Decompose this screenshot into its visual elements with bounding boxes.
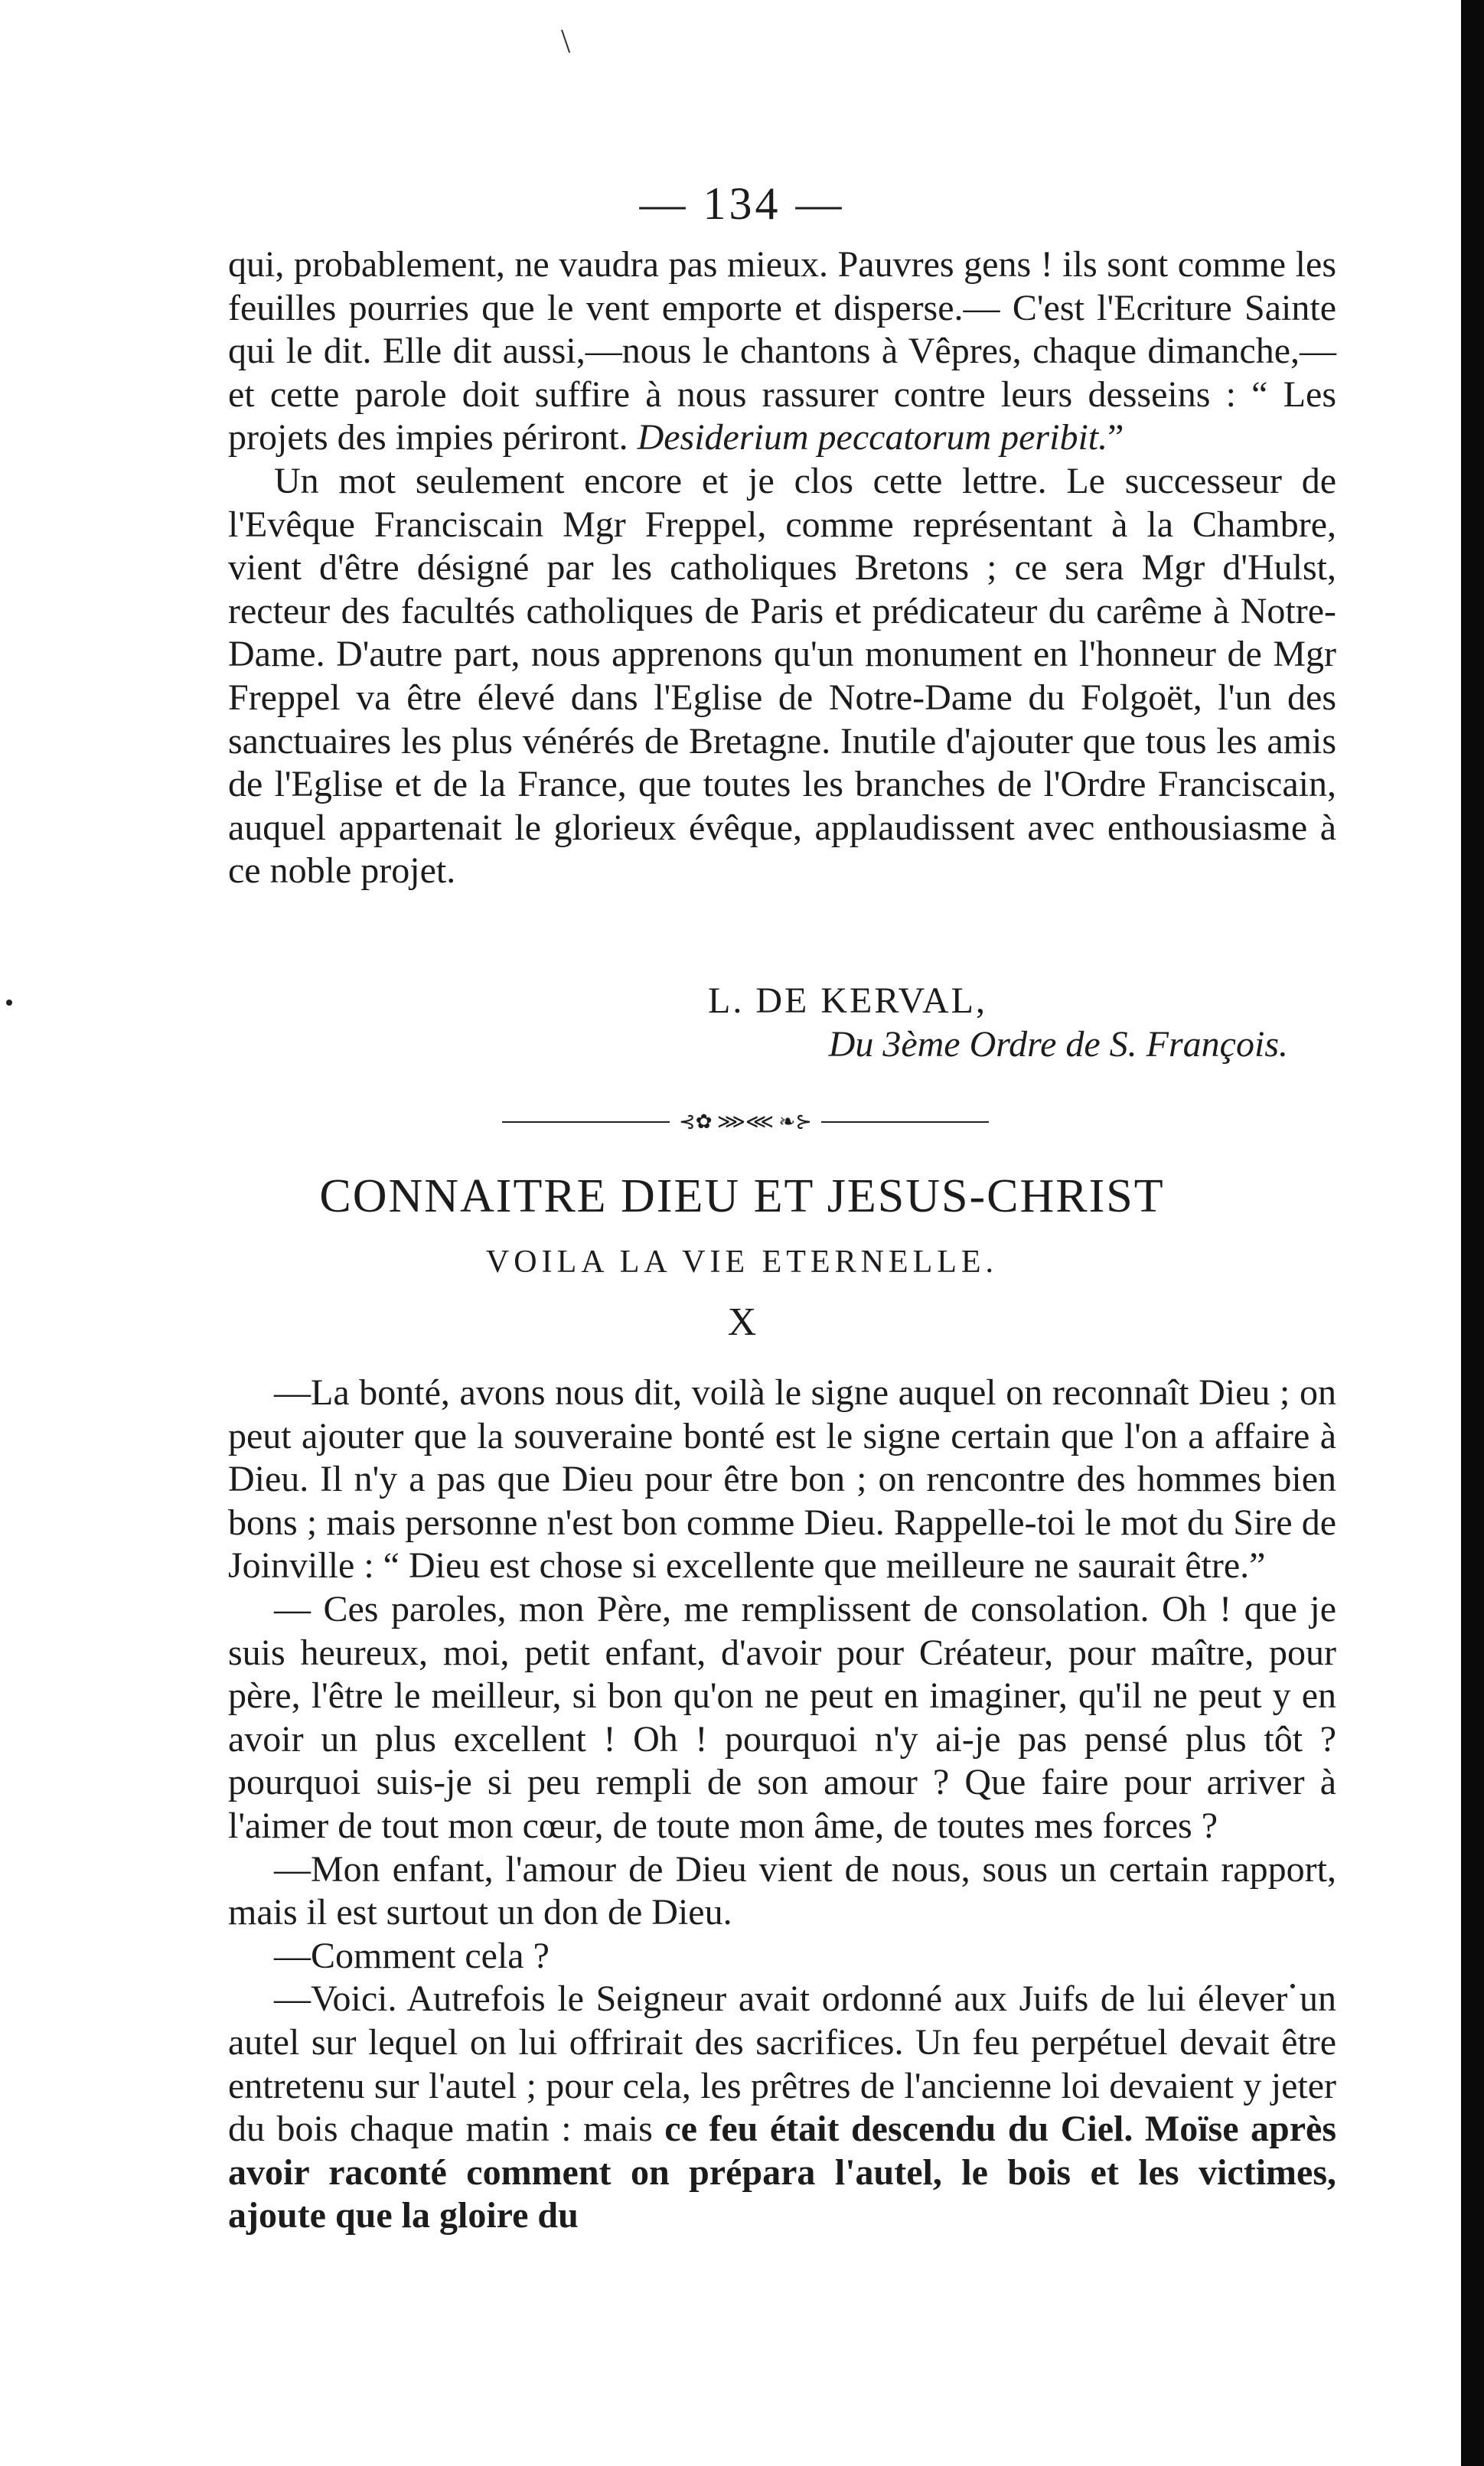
letter-paragraph-2: Un mot seulement encore et je clos cette lettre. Le successeur de l'Evêque Franciscain Mgr Freppel, comme représentant à la Chambre, vient d'être désigné par les catholiques Bretons ; ce sera Mgr d'Hulst, recteur des facultés catholiques de Paris et prédicateur du carême à Notre-Dame. D'autre part, nous apprenons qu'un monument en l'honneur de Mgr Freppel va être élevé dans l'Eglise de Notre-Dame du Folgoët, l'un des sanctuaires les plus vénérés de Bretagne. Inutile d'ajouter que tous les amis de l'Eglise et de la France, que toutes les branches de l'Ordre Franciscain, auquel appartenait le glorieux évêque, applaudissent avec enthousiasme à ce noble projet. xyxy=(228,460,1336,892)
letter-continuation xyxy=(228,243,1336,893)
letter-paragraph-1 xyxy=(228,243,1336,460)
separator-ornament: ⊰✿ ⋙⋘ ❧⊱ xyxy=(678,1111,813,1133)
paragraph-text: qui, probablement, ne vaudra pas mieux. Pauvres gens ! ils sont comme les feuilles pourries que le vent emporte et disperse.— C'est l'Ecriture Sainte qui le dit. Elle dit aussi,—nous le chantons à Vêpres, chaque dimanche,— et cette parole doit suffire à nous rassurer contre leurs desseins : “ Les projets des impies périront. xyxy=(228,244,1336,458)
dialogue-paragraph-last xyxy=(228,1978,1336,2238)
section-separator xyxy=(502,1111,989,1133)
separator-line-left xyxy=(502,1121,670,1123)
bold-text: ce feu était descendu du Ciel. Moïse après avoir raconté comment on prépara l'autel, le bois et les victimes, ajoute que la gloire du xyxy=(228,2109,1337,2236)
section-number: X xyxy=(727,1300,757,1344)
dialogue-paragraph: —Mon enfant, l'amour de Dieu vient de nous, sous un certain rapport, mais il est surtout un don de Dieu. xyxy=(228,1848,1336,1933)
stray-mark: \ xyxy=(561,22,571,60)
article-title: CONNAITRE DIEU ET JESUS-CHRIST xyxy=(319,1170,1165,1222)
article-subtitle: VOILA LA VIE ETERNELLE. xyxy=(485,1244,999,1280)
latin-quote: Desiderium peccatorum peribit. xyxy=(637,417,1108,458)
signature-name: L. DE KERVAL, xyxy=(708,980,987,1021)
separator-line-right xyxy=(821,1121,989,1123)
page-number: — 134 — xyxy=(639,178,845,229)
dialogue-paragraph: — Ces paroles, mon Père, me remplissent de consolation. Oh ! que je suis heureux, moi, petit enfant, d'avoir pour Créateur, pour maître, pour père, l'être le meilleur, si bon qu'on ne peut en imaginer, qu'il ne peut y en avoir un plus excellent ! Oh ! pourquoi n'y ai-je pas pensé plus tôt ? pourquoi suis-je si peu rempli de son amour ? Que faire pour arriver à l'aimer de tout mon cœur, de toute mon âme, de toutes mes forces ? xyxy=(228,1588,1336,1846)
article-body xyxy=(228,1372,1336,2238)
signature-role: Du 3ème Ordre de S. François. xyxy=(828,1024,1288,1065)
closing-quote: ” xyxy=(1107,417,1124,458)
dialogue-paragraph: —La bonté, avons nous dit, voilà le signe auquel on reconnaît Dieu ; on peut ajouter que la souveraine bonté est le signe certain que l'on a affaire à Dieu. Il n'y a pas que Dieu pour être bon ; on rencontre des hommes bien bons ; mais personne n'est bon comme Dieu. Rappelle-toi le mot du Sire de Joinville : “ Dieu est chose si excellente que meilleure ne saurait être.” xyxy=(228,1372,1336,1587)
scan-edge-shadow xyxy=(1461,0,1484,2466)
dialogue-paragraph: —Comment cela ? xyxy=(274,1935,550,1976)
paragraph-text: —Voici. Autrefois le Seigneur avait ordonné aux Juifs de lui élever un autel sur lequel on lui offrirait des sacrifices. Un feu perpétuel devait être entretenu sur l'autel ; pour cela, les prêtres de l'ancienne loi devaient y jeter du bois chaque matin : mais xyxy=(228,1978,1336,2150)
